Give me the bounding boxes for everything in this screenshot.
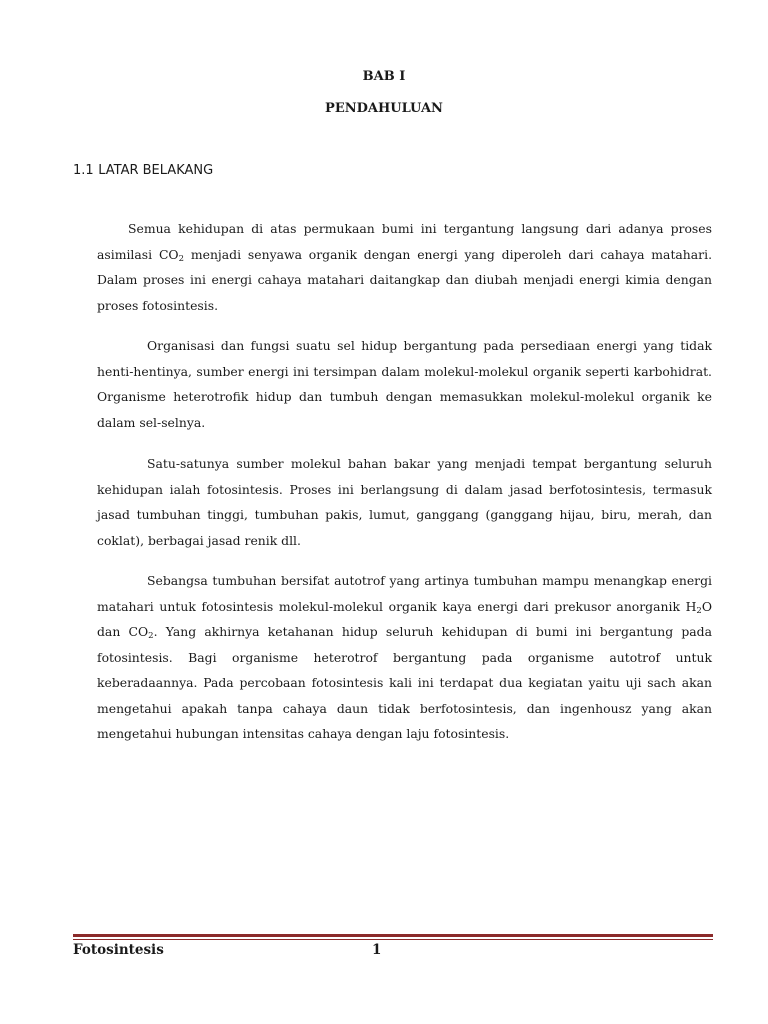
section-heading — [73, 163, 213, 178]
footer-rule-thin — [73, 939, 713, 940]
paragraph-1 — [97, 216, 712, 318]
footer-label: Fotosintesis — [73, 942, 164, 958]
paragraph-4-text-b: O dan CO — [97, 598, 712, 639]
paragraph-2: Organisasi dan fungsi suatu sel hidup bergantung pada persediaan energi yang tidak henti-hentinya, sumber energi ini tersimpan dalam molekul-molekul organik seperti karbohidrat. Organisme heterotrofik hidup dan tumbuh dengan memasukkan molekul-molekul organik ke dalam sel-selnya. — [97, 338, 712, 430]
paragraph-3: Satu-satunya sumber molekul bahan bakar yang menjadi tempat bergantung seluruh kehidupan ialah fotosintesis. Proses ini berlangsung di dalam jasad berfotosintesis, termasuk jasad tumbuhan tinggi, tumbuhan pakis, lumut, ganggang (ganggang hijau, biru, merah, dan coklat), berbagai jasad renik dll. — [97, 456, 712, 548]
subscript: 2 — [178, 253, 185, 264]
paragraph-1-text-b: menjadi senyawa organik dengan energi yang diperoleh dari cahaya matahari. Dalam proses ini energi cahaya matahari daitangkap dan diubah menjadi energi kimia dengan proses fotosintesis. — [97, 246, 713, 313]
page-number: 1 — [372, 942, 382, 958]
footer-rule-thick — [73, 934, 713, 937]
paragraph-4-text-a: Sebangsa tumbuhan bersifat autotrof yang artinya tumbuhan mampu menangkap energi matahari untuk fotosintesis molekul-molekul organik kaya energi dari prekusor anorganik H — [97, 573, 712, 614]
paragraph-4 — [97, 568, 712, 747]
subscript: 2 — [148, 631, 154, 641]
paragraph-4-text-c: . Yang akhirnya ketahanan hidup seluruh kehidupan di bumi ini bergantung pada fotosintesis. Bagi organisme heterotrof bergantung pada organisme autotrof untuk keberadaannya. Pada percobaan fotosintesis kali ini terdapat dua kegiatan yaitu uji sach akan mengetahui apakah tanpa cahaya daun tidak berfotosintesis, dan ingenhousz yang akan mengetahui hubungan intensitas cahaya dengan laju fotosintesis. — [97, 624, 712, 741]
paragraph-1-text-a: Semua kehidupan di atas permukaan bumi ini tergantung langsung dari adanya proses asimilasi CO — [97, 221, 712, 262]
chapter-number: BAB I — [362, 69, 406, 84]
chapter-title: PENDAHULUAN — [325, 101, 443, 116]
section-title: LATAR BELAKANG — [98, 163, 214, 178]
section-number: 1.1 — [73, 163, 94, 178]
subscript: 2 — [696, 605, 702, 616]
